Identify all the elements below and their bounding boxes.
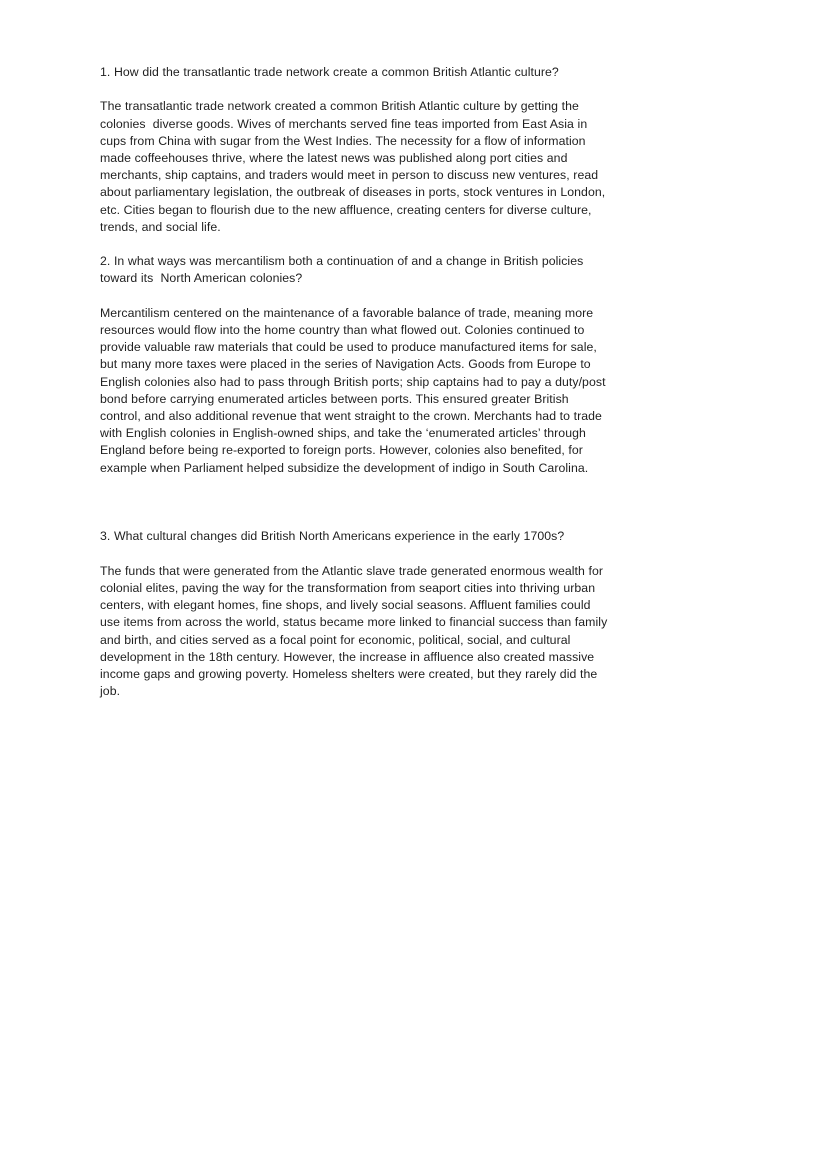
- question-1: 1. How did the transatlantic trade network create a common British Atlantic culture?: [100, 65, 559, 79]
- answer-1: The transatlantic trade network created a common British Atlantic culture by getting the colonies diverse goods. Wives of merchants served fine teas imported from East Asia in cups from China with sugar from the West Indies. The necessity for a flow of information made coffeehouses thrive, where the latest news was published along port cities and merchants, ship captains, and traders would meet in person to discuss new ventures, read about parliamentary legislation, the outbreak of diseases in ports, stock ventures in London, etc. Cities began to flourish due to the new affluence, creating centers for diverse culture, trends, and social life.: [100, 99, 609, 234]
- spacer: [100, 477, 613, 529]
- question-2: 2. In what ways was mercantilism both a continuation of and a change in British policies toward its North American colonies?: [100, 254, 587, 286]
- spacer: [100, 288, 613, 305]
- answer-2: Mercantilism centered on the maintenance of a favorable balance of trade, meaning more resources would flow into the home country than what flowed out. Colonies continued to provide valuable raw materials that could be used to produce manufactured items for sale, but many more taxes were placed in the series of Navigation Acts. Goods from Europe to English colonies also had to pass through British ports; ship captains had to pay a duty/post bond before carrying enumerated articles between ports. This ensured greater British control, and also additional revenue that went straight to the crown. Merchants had to trade with English colonies in English-owned ships, and take the ‘enumerated articles’ through England before being re-exported to foreign ports. However, colonies also benefited, for example when Parliament helped subsidize the development of indigo in South Carolina.: [100, 305, 610, 475]
- document-text-body: [100, 64, 613, 700]
- question-3: 3. What cultural changes did British North Americans experience in the early 1700s?: [100, 529, 565, 544]
- spacer: [100, 236, 613, 253]
- answer-3: The funds that were generated from the Atlantic slave trade generated enormous wealth for colonial elites, paving the way for the transformation from seaport cities into thriving urban centers, with elegant homes, fine shops, and lively social seasons. Affluent families could use items from across the world, status became more linked to financial success than family and birth, and cities served as a focal point for economic, political, social, and cultural development in the 18th century. However, the increase in affluence also created massive income gaps and growing poverty. Homeless shelters were created, but they rarely did the job.: [100, 563, 611, 699]
- spacer: [100, 546, 613, 563]
- spacer: [100, 81, 613, 98]
